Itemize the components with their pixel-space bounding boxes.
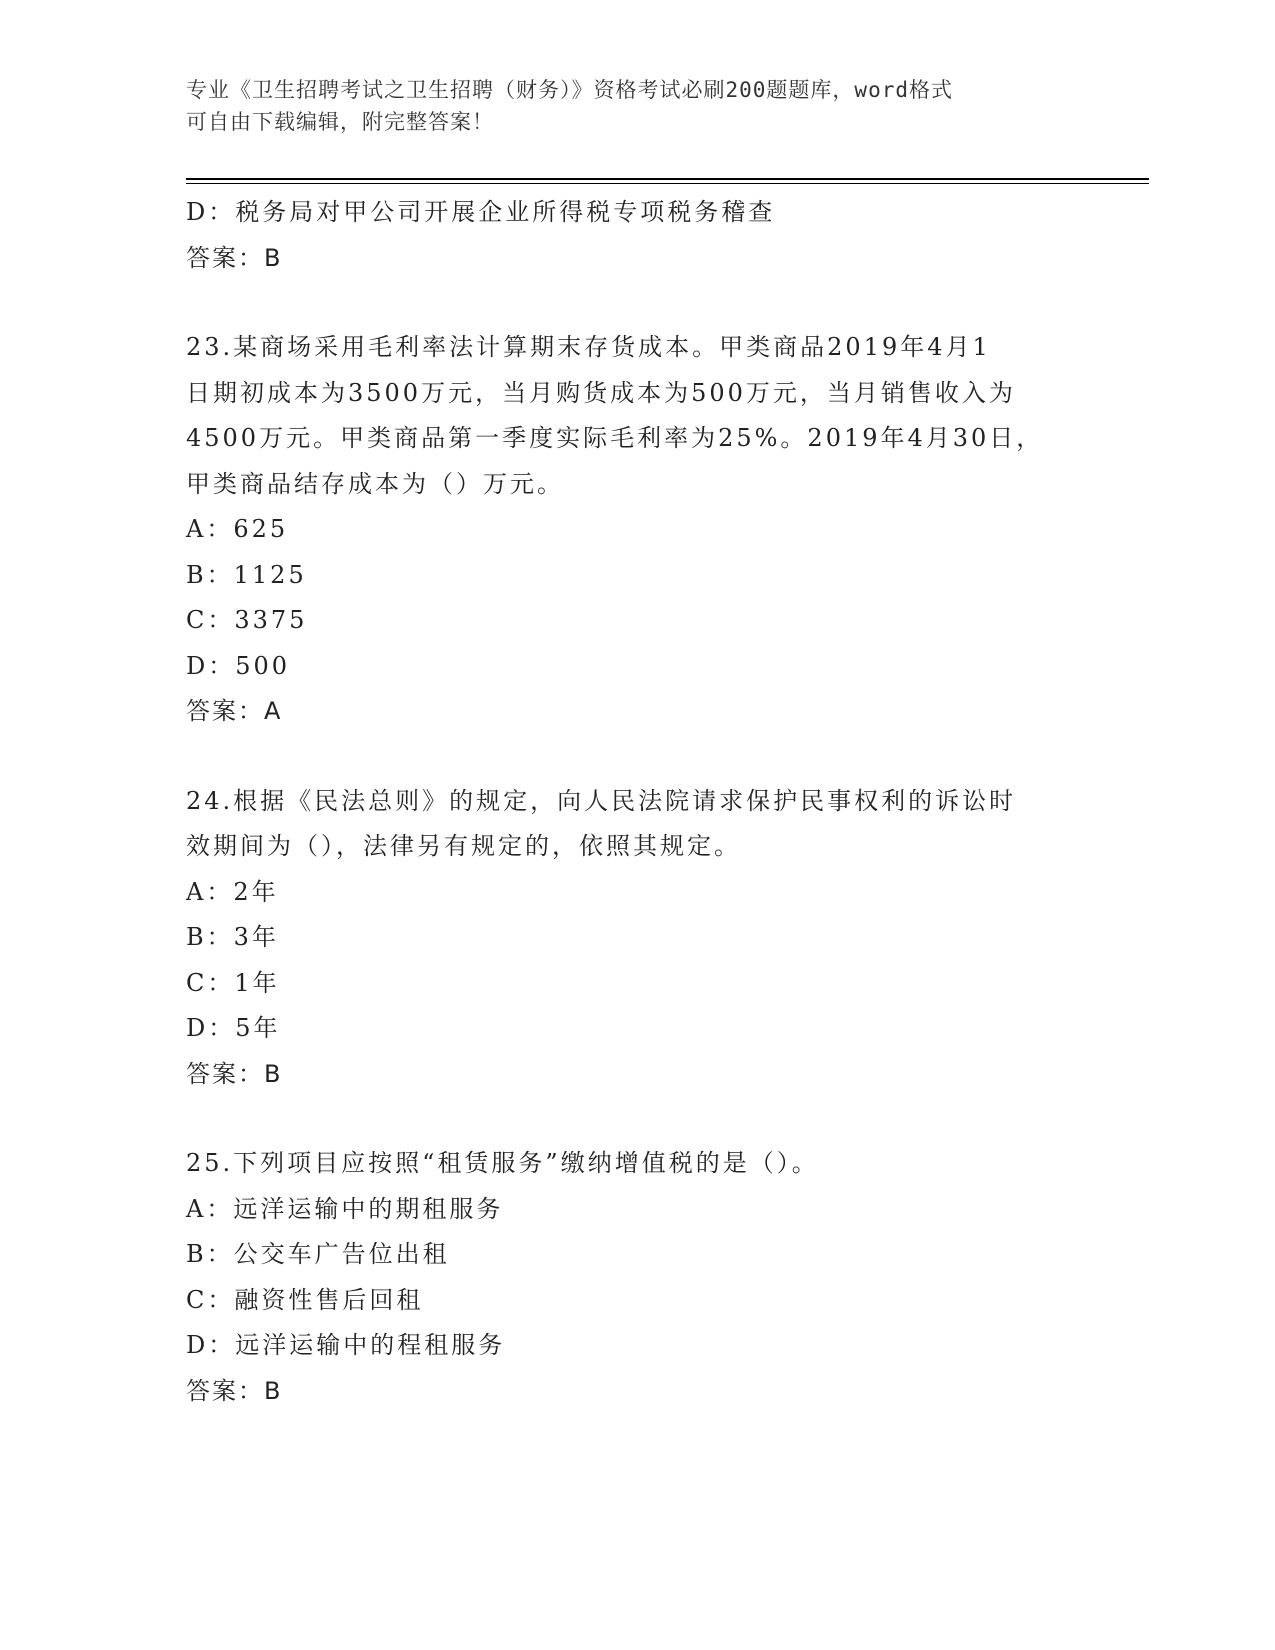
spacer (186, 1097, 1086, 1141)
question-stem-line: 25.下列项目应按照“租赁服务”缴纳增值税的是（）。 (186, 1149, 819, 1177)
answer-line: 答案：B (186, 1376, 283, 1405)
question-stem-line: 日期初成本为3500万元，当月购货成本为500万元，当月销售收入为 (186, 378, 1016, 407)
header-divider-thick (186, 178, 1149, 180)
header-line-1: 专业《卫生招聘考试之卫生招聘（财务）》资格考试必刷200题题库，word格式 (186, 78, 953, 102)
option-a: A：远洋运输中的期租服务 (186, 1194, 504, 1223)
question-stem-line: 23.某商场采用毛利率法计算期末存货成本。甲类商品2019年4月1 (186, 333, 991, 361)
header-line-2: 可自由下载编辑，附完整答案！ (186, 110, 494, 134)
option-d: D：500 (186, 651, 291, 680)
spacer (186, 281, 1086, 325)
document-body (186, 190, 1086, 1414)
question-24 (186, 779, 1086, 1098)
option-a: A：2年 (186, 877, 279, 906)
option-b: B：公交车广告位出租 (186, 1240, 450, 1268)
option-d: D：远洋运输中的程租服务 (186, 1331, 506, 1359)
option-d: D：税务局对甲公司开展企业所得税专项税务稽查 (186, 198, 776, 226)
question-stem-line: 效期间为（），法律另有规定的，依照其规定。 (186, 832, 741, 860)
prev-question-tail (186, 190, 1086, 281)
answer-line: 答案：B (186, 1059, 283, 1088)
answer-line: 答案：A (186, 697, 283, 725)
option-b: B：3年 (186, 923, 279, 951)
question-25 (186, 1141, 1086, 1414)
option-c: C：1年 (186, 968, 280, 997)
option-d: D：5年 (186, 1014, 281, 1042)
question-stem-line: 24.根据《民法总则》的规定，向人民法院请求保护民事权利的诉讼时 (186, 786, 1017, 815)
option-b: B：1125 (186, 560, 307, 589)
option-a: A：625 (186, 515, 289, 543)
answer-line: 答案：B (186, 243, 283, 272)
header-divider-thin (186, 183, 1149, 184)
spacer (186, 735, 1086, 779)
document-header (186, 74, 1086, 138)
question-stem-line: 4500万元。甲类商品第一季度实际毛利率为25%。2019年4月30日， (186, 424, 1044, 452)
question-23 (186, 325, 1086, 735)
option-c: C：融资性售后回租 (186, 1285, 424, 1314)
question-stem-line: 甲类商品结存成本为（）万元。 (186, 469, 564, 498)
option-c: C：3375 (186, 606, 308, 634)
